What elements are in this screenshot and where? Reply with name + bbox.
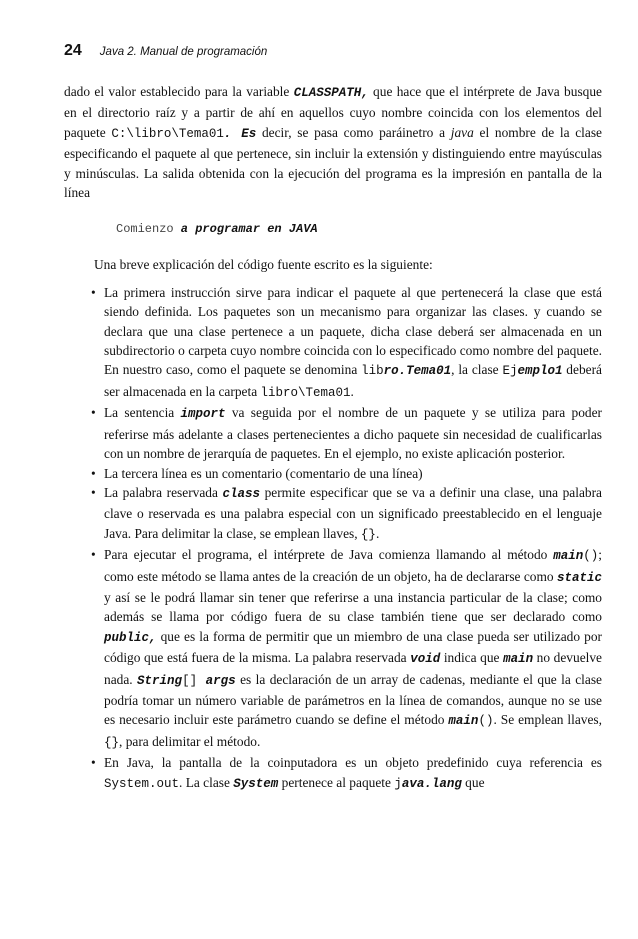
list-item: [104, 545, 602, 753]
code: {}: [104, 735, 120, 750]
code-keyword: CLASSPATH,: [293, 86, 369, 100]
text: que: [461, 774, 485, 790]
text: indica que: [440, 650, 504, 666]
code-keyword: static: [556, 570, 602, 585]
text: y así se le podrá llamar sin tener que referirse a una instancia particular de la clase; como además se llama por código fuera de su clase también tiene que ser declarado como: [104, 589, 602, 625]
code-keyword: . Es: [223, 126, 257, 141]
text: , para delimitar el método.: [119, 733, 261, 749]
text: La tercera línea es un comentario (comentario de una línea): [104, 465, 423, 481]
code-keyword: System: [233, 776, 279, 791]
text: . La clase: [179, 774, 234, 790]
program-output: [116, 218, 602, 239]
code: []: [182, 673, 198, 688]
output-lead: Comienzo: [116, 222, 174, 237]
emphasis: java: [450, 124, 474, 140]
code-keyword: void: [410, 652, 441, 667]
code-keyword: emplo1: [517, 364, 563, 379]
code: (): [583, 549, 599, 564]
page-number: 24: [64, 42, 82, 59]
text: pertenece al paquete: [278, 774, 395, 790]
output-rest: a programar en JAVA: [173, 222, 318, 237]
text: La primera instrucción sirve para indicar el paquete al que pertenecerá la clase que está siendo definida. Los paquetes son un mecanismo para organizar las clases. y cuando se declara que una clase pertenece a un paquete, dicha clase deberá ser almacenada en un subdirectorio o carpeta cuyo nombre coincida con lo especificado como nombre del paquete. En nuestro caso, como el paquete se denomina: [104, 284, 602, 378]
text: va seguida por el nombre de un paquete y se utiliza para poder referirse más adelante a clases pertenecientes a dicho paquete sin necesidad de cualificarlas con un nombre de jerarquía de paquetes. En el ejemplo, no existe aplicación posterior.: [104, 405, 602, 462]
page-body: [64, 82, 602, 794]
code-keyword: ro.Tema01: [383, 364, 452, 379]
text: ; como este método se llama antes de la creación de un objeto, ha de declararse como: [104, 547, 602, 584]
text: permite especificar que se va a definir una clase, una palabra clave o reservada es una palabra especial con un significado preestablecido en el lenguaje Java. Para delimitar la clase, se emplean llaves,: [104, 484, 602, 541]
code: {}: [360, 527, 376, 542]
text: que es la forma de permitir que un miembro de una clase pueda ser utilizado por código que está fuera de la misma. La palabra reservada: [104, 628, 602, 666]
text: el nombre de la clase especificando el paquete al que pertenece, sin incluir la extensión y distinguiendo entre mayúsculas y minúsculas. La salida obtenida con la ejecución del programa es la impresión en pantalla de la línea: [64, 124, 603, 201]
code-keyword: class: [222, 486, 261, 501]
code-keyword: main: [448, 714, 479, 729]
text: no devuelve nada.: [104, 650, 603, 687]
text: En Java, la pantalla de la coinputadora es un objeto predefinido cuya referencia es: [104, 755, 602, 771]
code: lib: [361, 364, 384, 379]
text: Para ejecutar el programa, el intérprete de Java comienza llamando al método: [104, 547, 554, 563]
explanation-list: [64, 283, 602, 794]
code: (): [478, 714, 494, 729]
code-path: libro\Tema01: [260, 385, 351, 400]
page-header: [64, 42, 267, 60]
running-title: Java 2. Manual de programación: [99, 46, 268, 58]
text: La palabra reservada: [104, 484, 223, 500]
list-item: [104, 283, 602, 403]
list-item: [104, 464, 602, 483]
code: Ej: [502, 364, 518, 379]
text: , la clase: [451, 362, 503, 378]
text: La sentencia: [104, 405, 181, 421]
text: .: [350, 383, 354, 399]
code: System.out: [104, 776, 180, 791]
code-keyword: args: [197, 673, 236, 688]
text: decir, se pasa como paráinetro a: [256, 124, 451, 140]
text: deberá ser almacenada en la carpeta: [104, 362, 602, 399]
list-item: [104, 483, 602, 545]
list-item: [104, 753, 602, 794]
text: .: [375, 525, 380, 541]
text: que hace que el intérprete de Java busque en el directorio raíz y a partir de ahí en aquellos cuyo nombre coincida con los elementos del paquete: [64, 84, 602, 140]
text: dado el valor establecido para la variable: [64, 84, 294, 99]
text: . Se emplean llaves,: [493, 712, 602, 728]
paragraph-intro: [64, 82, 602, 202]
explanation-intro: Una breve explicación del código fuente escrito es la siguiente:: [94, 257, 433, 273]
code-keyword: import: [180, 407, 226, 422]
code-path: C:\libro\Tema01: [111, 126, 224, 141]
list-item: [104, 403, 602, 463]
code-keyword: String: [137, 673, 183, 688]
code-keyword: main: [553, 549, 584, 564]
code-keyword: public,: [104, 630, 157, 645]
text: es la declaración de un array de cadenas, mediante el que la clase podría tomar un número variable de parámetros en la línea de comandos, aunque no se use es necesario incluir este parámetro cuando se define el método: [104, 671, 602, 728]
code-keyword: main: [503, 652, 534, 667]
code: j: [394, 776, 402, 791]
code-keyword: ava.lang: [401, 776, 462, 791]
